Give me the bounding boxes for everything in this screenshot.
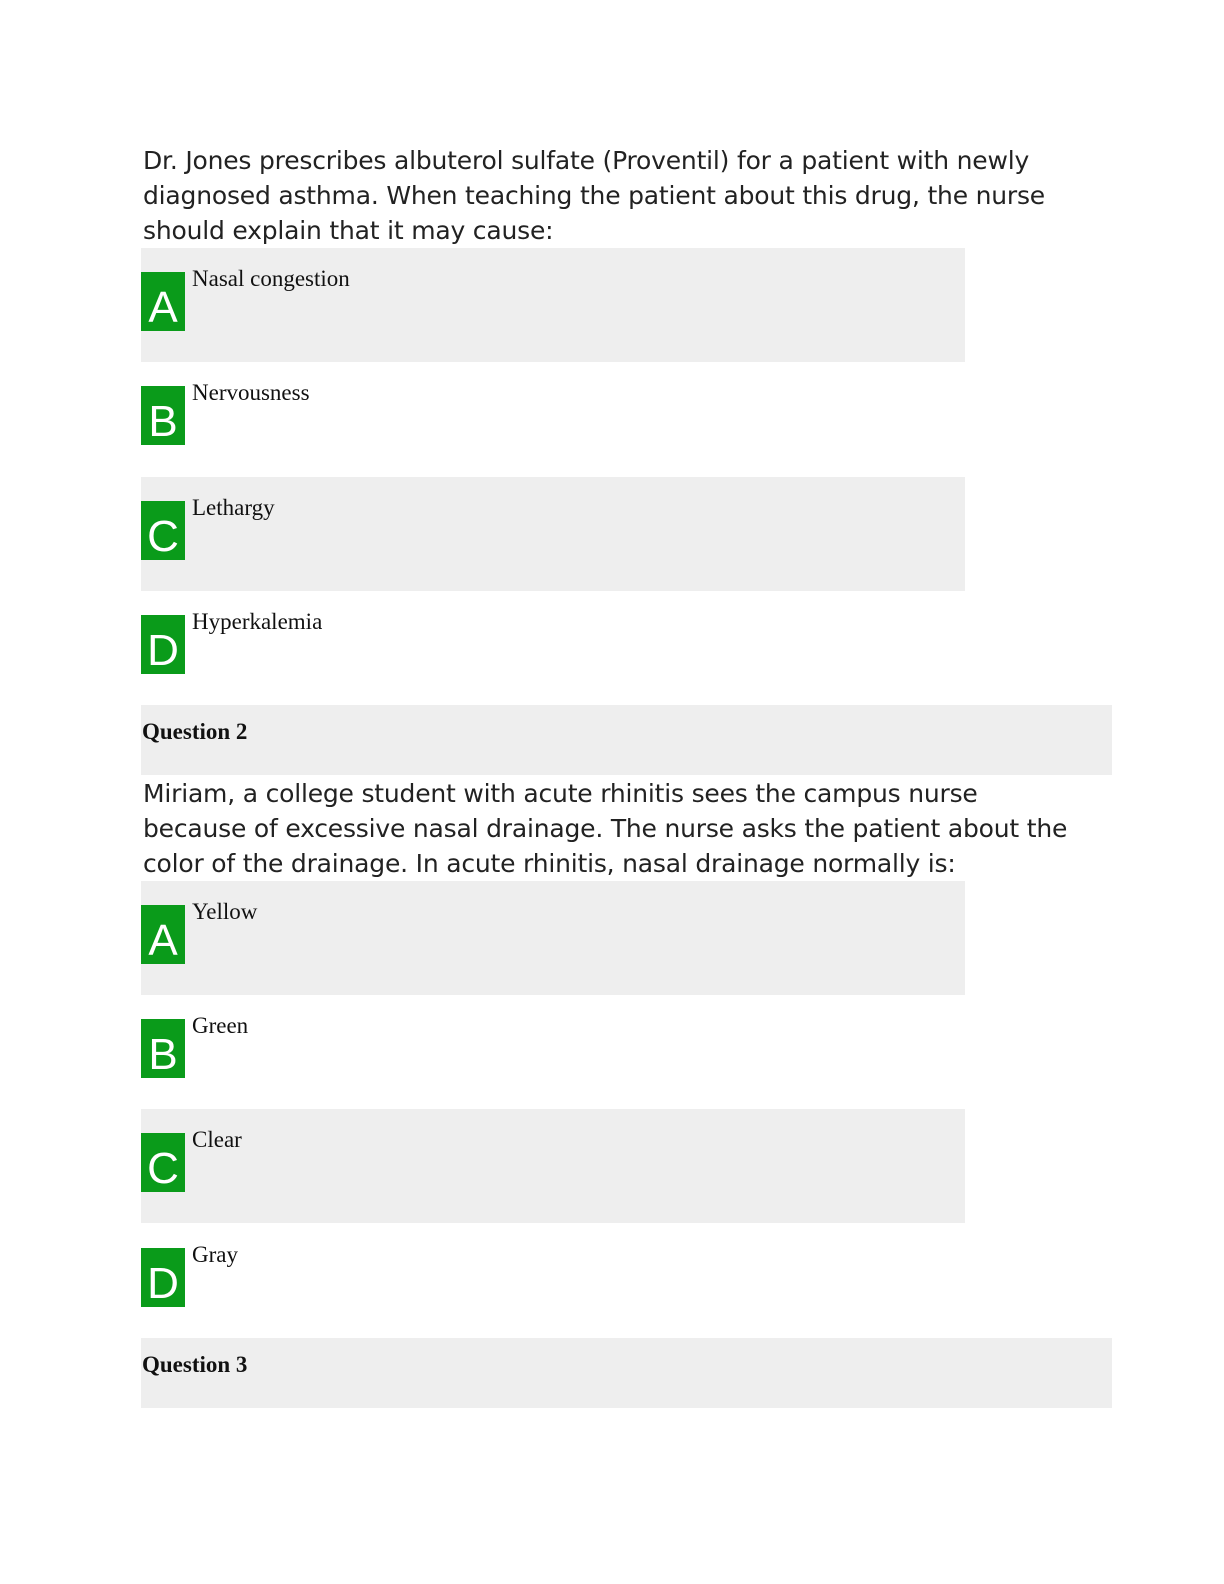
- option-letter-badge: D: [141, 615, 185, 674]
- option-letter-badge: B: [141, 1019, 185, 1078]
- option-text: Yellow: [192, 899, 258, 924]
- option-text: Clear: [192, 1127, 242, 1152]
- option-letter-badge: A: [141, 905, 185, 964]
- option-text: Nervousness: [192, 380, 310, 405]
- question-2-stem: Miriam, a college student with acute rhinitis sees the campus nurse because of excessive nasal drainage. The nurse asks the patient about the color of the drainage. In acute rhinitis, nasal drainage normally is:: [143, 779, 1068, 878]
- question-1-option-b[interactable]: [141, 362, 965, 476]
- question-1-option-d[interactable]: [141, 591, 965, 705]
- question-1-stem: Dr. Jones prescribes albuterol sulfate (Proventil) for a patient with newly diagnosed asthma. When teaching the patient about this drug, the nurse should explain that it may cause:: [143, 146, 1045, 245]
- question-2-header: [141, 705, 1112, 775]
- option-letter-badge: D: [141, 1248, 185, 1307]
- option-text: Lethargy: [192, 495, 275, 520]
- option-letter-badge: A: [141, 272, 185, 331]
- option-letter-badge: B: [141, 386, 185, 445]
- question-3-title: Question 3: [142, 1352, 248, 1377]
- option-letter-badge: C: [141, 1133, 185, 1192]
- option-text: Green: [192, 1013, 249, 1038]
- question-2-title: Question 2: [142, 719, 248, 744]
- option-text: Nasal congestion: [192, 266, 350, 291]
- option-text: Gray: [192, 1242, 238, 1267]
- question-1-option-c[interactable]: [141, 477, 965, 591]
- question-2-option-c[interactable]: [141, 1109, 965, 1223]
- question-3-header: [141, 1338, 1112, 1408]
- question-2-option-b[interactable]: [141, 995, 965, 1109]
- question-2-option-a[interactable]: [141, 881, 965, 995]
- option-text: Hyperkalemia: [192, 609, 323, 634]
- question-2-option-d[interactable]: [141, 1224, 965, 1338]
- question-1-option-a[interactable]: [141, 248, 965, 362]
- option-letter-badge: C: [141, 501, 185, 560]
